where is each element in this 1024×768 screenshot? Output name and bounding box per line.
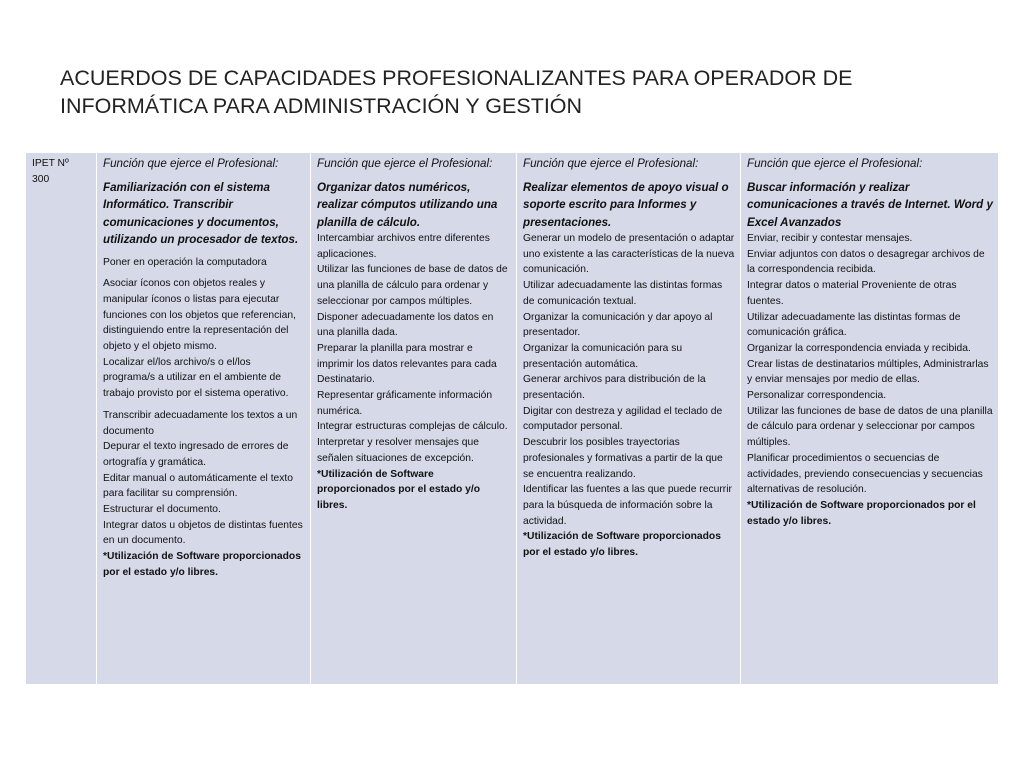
list-item: Integrar datos o material Proveniente de otras fuentes.	[747, 280, 957, 307]
school-number: 300	[32, 173, 50, 185]
list-item: Estructurar el documento.	[103, 504, 221, 516]
list-item: Disponer adecuadamente los datos en una planilla dada.	[317, 311, 494, 339]
school-cell	[26, 153, 97, 685]
function-column-2	[311, 153, 517, 685]
function-column-1	[97, 153, 311, 685]
list-item: Integrar datos u objetos de distintas fuentes en un documento.	[103, 519, 303, 547]
list-item: Organizar la comunicación y dar apoyo al presentador.	[523, 311, 713, 339]
list-item: Enviar adjuntos con datos o desagregar archivos de la correspondencia recibida.	[747, 248, 985, 276]
list-item: Crear listas de destinatarios múltiples, Administrarlas y enviar mensajes por medio de ellas.	[747, 358, 989, 386]
function-label: Función que ejerce el Profesional:	[747, 157, 923, 170]
function-heading: Realizar elementos de apoyo visual o soporte escrito para Informes y presentaciones.	[523, 180, 729, 229]
title-line-2: INFORMÁTICA PARA ADMINISTRACIÓN Y GESTIÓN	[60, 94, 583, 118]
function-label: Función que ejerce el Profesional:	[317, 157, 493, 170]
software-note: *Utilización de Software proporcionados por el estado y/o libres.	[103, 551, 301, 578]
list-item: Organizar la correspondencia enviada y recibida.	[747, 342, 971, 354]
list-item: Utilizar las funciones de base de datos de una planilla de cálculo para ordenar y seleccionar por campos múltiples.	[747, 405, 993, 449]
list-item: Organizar la comunicación para su presentación automática.	[523, 342, 683, 370]
function-label: Función que ejerce el Profesional:	[523, 157, 699, 170]
school-name: IPET Nº	[32, 158, 69, 169]
function-column-3	[517, 153, 741, 685]
list-item: Editar manual o automáticamente el texto para facilitar su comprensión.	[103, 472, 294, 500]
list-item: Personalizar correspondencia.	[747, 390, 887, 402]
title-line-1: ACUERDOS DE CAPACIDADES PROFESIONALIZANTES PARA OPERADOR DE	[60, 66, 853, 90]
list-item: Descubrir los posibles trayectorias profesionales y formativas a partir de la que se encuentra realizando.	[523, 437, 723, 480]
list-item: Intercambiar archivos entre diferentes aplicaciones.	[317, 233, 490, 260]
function-heading: Organizar datos numéricos, realizar cómputos utilizando una planilla de cálculo.	[317, 180, 498, 229]
capabilities-table	[25, 152, 999, 685]
list-item: Identificar las fuentes a las que puede recurrir para la búsqueda de información sobre la actividad.	[523, 484, 732, 527]
list-item: Utilizar las funciones de base de datos de una planilla de cálculo para ordenar y seleccionar por campos múltiples.	[317, 264, 508, 307]
software-note: *Utilización de Software proporcionados por el estado y/o libres.	[317, 468, 481, 511]
function-column-4	[741, 153, 999, 685]
list-item: Utilizar adecuadamente las distintas formas de comunicación textual.	[523, 280, 723, 307]
list-item: Asociar íconos con objetos reales y manipular íconos o listas para ejecutar funciones con los objetos que referencian, distinguiendo entre la representación del objeto y el objeto mismo.	[103, 278, 296, 353]
list-item: Depurar el texto ingresado de errores de ortografía y gramática.	[103, 441, 289, 468]
table-row	[26, 153, 999, 685]
list-item: Enviar, recibir y contestar mensajes.	[747, 233, 913, 244]
list-item: Transcribir adecuadamente los textos a un documento	[103, 409, 298, 437]
list-item: Utilizar adecuadamente las distintas formas de comunicación gráfica.	[747, 311, 961, 339]
page-title	[60, 64, 960, 120]
list-item: Poner en operación la computadora	[103, 256, 267, 268]
list-item: Integrar estructuras complejas de cálculo.	[317, 421, 508, 433]
software-note: *Utilización de Software proporcionados por el estado y/o libres.	[523, 531, 721, 559]
software-note: *Utilización de Software proporcionados por el estado y/o libres.	[747, 499, 976, 527]
function-heading: Familiarización con el sistema Informático. Transcribir comunicaciones y documentos, utilizando un procesador de textos.	[103, 180, 299, 246]
list-item: Generar un modelo de presentación o adaptar uno existente a las características de la nueva comunicación.	[523, 233, 735, 276]
list-item: Localizar el/los archivo/s o el/los programa/s a utilizar en el ambiente de trabajo provisto por el sistema operativo.	[103, 356, 289, 400]
function-heading: Buscar información y realizar comunicaciones a través de Internet. Word y Excel Avanzados	[747, 180, 993, 229]
list-item: Digitar con destreza y agilidad el teclado de computador personal.	[523, 405, 723, 433]
list-item: Generar archivos para distribución de la presentación.	[523, 374, 706, 402]
list-item: Preparar la planilla para mostrar e imprimir los datos relevantes para cada Destinatario.	[317, 342, 497, 386]
list-item: Representar gráficamente información numérica.	[317, 390, 493, 417]
function-label: Función que ejerce el Profesional:	[103, 157, 279, 170]
list-item: Interpretar y resolver mensajes que señalen situaciones de excepción.	[317, 437, 479, 464]
list-item: Planificar procedimientos o secuencias de actividades, previendo consecuencias y secuencias alternativas de resolución.	[747, 452, 983, 496]
